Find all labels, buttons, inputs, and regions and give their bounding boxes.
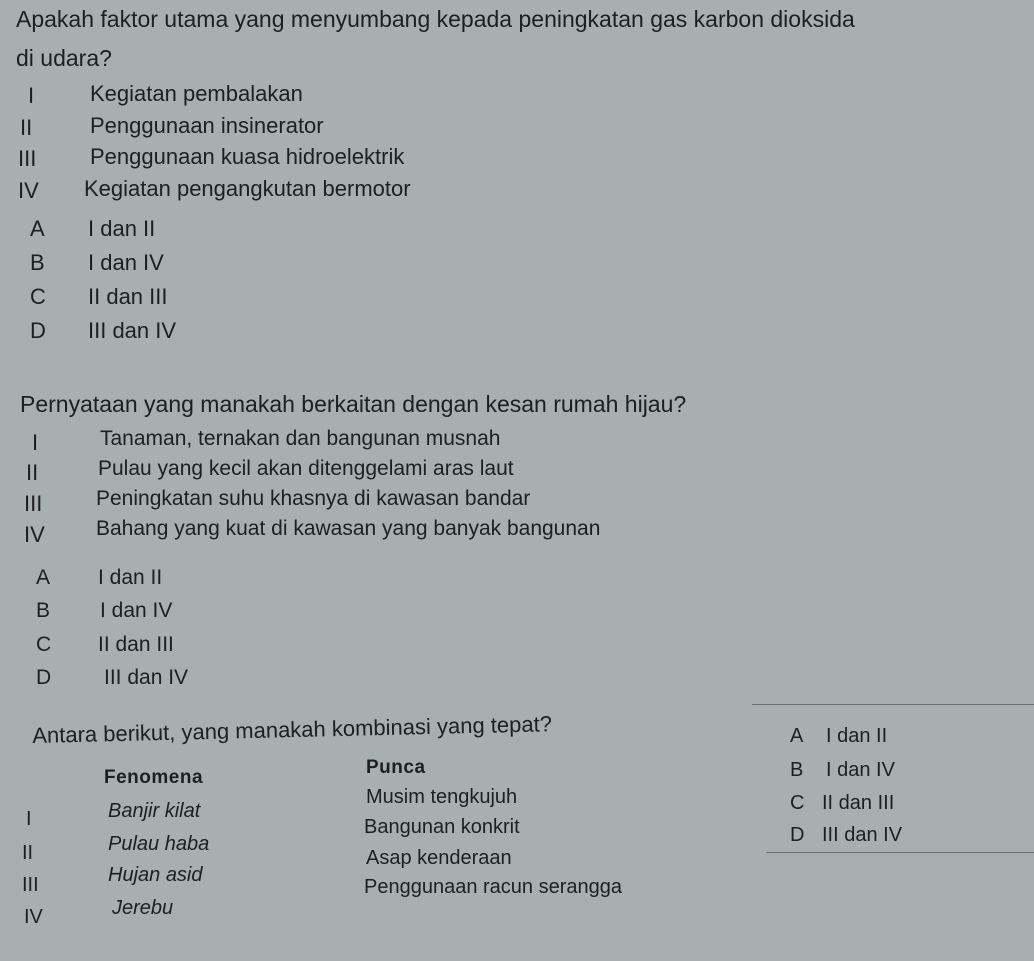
q3-row-fenomena: Pulau haba: [108, 833, 210, 855]
q3-row-num: II: [22, 842, 34, 864]
q2-statement-num: IV: [24, 522, 45, 547]
q3-row-fenomena: Banjir kilat: [108, 800, 201, 822]
q3-col-header-fenomena: Fenomena: [104, 767, 204, 788]
q3-option-text: II dan III: [822, 792, 895, 814]
q3-option-letter: D: [790, 824, 805, 846]
q3-row-punca: Bangunan konkrit: [364, 816, 520, 838]
q1-statement-text: Kegiatan pembalakan: [90, 81, 303, 106]
q2-option-text: II dan III: [98, 633, 174, 656]
q1-statement-text: Penggunaan kuasa hidroelektrik: [90, 144, 405, 169]
q2-statement-num: III: [24, 491, 43, 516]
q1-option-text: III dan IV: [88, 318, 177, 343]
q3-row-num: IV: [24, 906, 43, 928]
q1-option-text: II dan III: [88, 284, 168, 309]
q3-option-letter: A: [790, 725, 804, 747]
q2-statement-text: Peningkatan suhu khasnya di kawasan bandar: [96, 487, 531, 510]
q1-option-letter: D: [30, 318, 46, 343]
q3-row-punca: Penggunaan racun serangga: [364, 876, 622, 898]
q1-option-text: I dan II: [88, 216, 156, 241]
q1-option-letter: B: [30, 250, 45, 275]
q2-option-text: III dan IV: [104, 666, 189, 689]
q1-statement-num: I: [28, 83, 35, 108]
q1-statement-num: III: [18, 146, 37, 171]
q1-stem-line1: Apakah faktor utama yang menyumbang kepada peningkatan gas karbon dioksida: [16, 6, 855, 32]
q2-statement-text: Bahang yang kuat di kawasan yang banyak bangunan: [96, 517, 601, 540]
q2-statement-num: I: [32, 430, 39, 455]
q1-option-letter: C: [30, 284, 46, 309]
q1-stem-line2: di udara?: [16, 45, 112, 71]
q1-option-text: I dan IV: [88, 250, 164, 275]
q1-statement-num: II: [20, 115, 33, 140]
q3-option-text: I dan IV: [826, 759, 895, 781]
q3-option-letter: B: [790, 759, 804, 781]
q2-option-letter: D: [36, 666, 52, 689]
q3-col-header-punca: Punca: [366, 757, 426, 778]
q2-option-text: I dan IV: [100, 599, 173, 622]
q2-statement-text: Pulau yang kecil akan ditenggelami aras laut: [98, 457, 514, 480]
q3-option-text: III dan IV: [822, 824, 903, 846]
q3-row-punca: Musim tengkujuh: [366, 786, 518, 808]
q2-stem: Pernyataan yang manakah berkaitan dengan kesan rumah hijau?: [20, 391, 687, 417]
q2-statement-text: Tanaman, ternakan dan bangunan musnah: [100, 427, 501, 450]
q1-statement-text: Penggunaan insinerator: [90, 113, 324, 138]
q3-row-fenomena: Hujan asid: [108, 864, 203, 886]
q2-statement-num: II: [26, 460, 39, 485]
q2-option-letter: A: [36, 566, 51, 589]
q3-option-letter: C: [790, 792, 805, 814]
q3-row-fenomena: Jerebu: [112, 897, 174, 919]
q3-stem: Antara berikut, yang manakah kombinasi yang tepat?: [32, 711, 553, 748]
q3-row-num: I: [26, 808, 32, 830]
q3-row-num: III: [22, 874, 39, 896]
q3-options-bottom-rule: [766, 852, 1034, 853]
q3-option-text: I dan II: [826, 725, 888, 747]
q1-option-letter: A: [30, 216, 45, 241]
q2-option-text: I dan II: [98, 566, 163, 589]
q1-statement-num: IV: [18, 178, 39, 203]
q1-statement-text: Kegiatan pengangkutan bermotor: [84, 176, 411, 201]
q3-row-punca: Asap kenderaan: [366, 847, 512, 869]
q3-options-top-rule: [752, 704, 1034, 705]
q2-option-letter: B: [36, 599, 51, 622]
q2-option-letter: C: [36, 633, 52, 656]
